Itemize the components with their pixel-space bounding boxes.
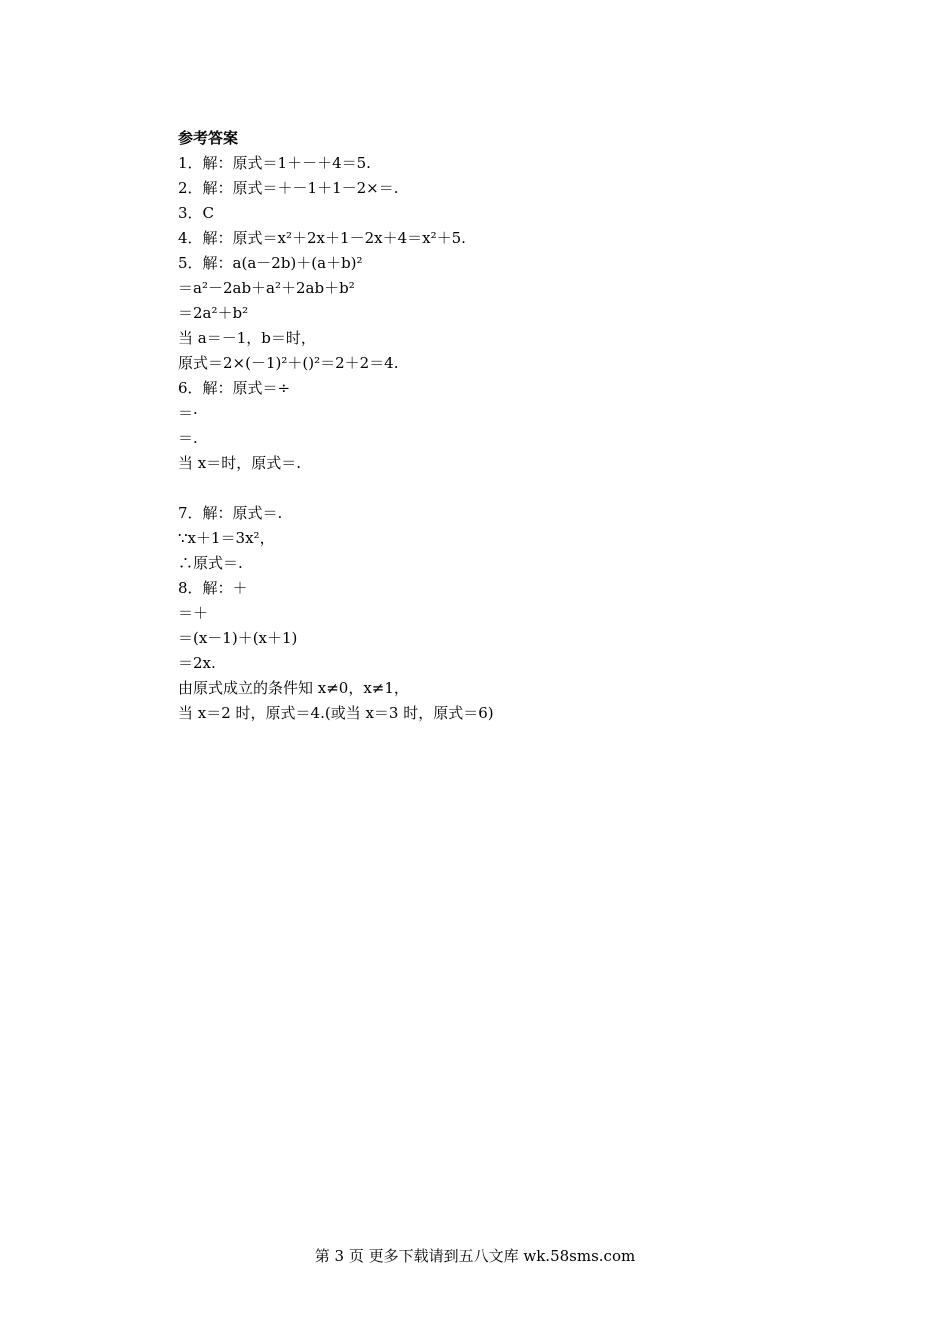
answer-line-1: 1．解：原式＝1＋－＋4＝5.: [178, 154, 371, 172]
answer-line-6-result: 当 x＝时，原式＝.: [178, 454, 301, 472]
answer-line-7-because: ∵x＋1＝3x²，: [178, 529, 275, 547]
answer-line-5-result: 原式＝2×(－1)²＋()²＝2＋2＝4.: [178, 354, 399, 372]
answer-line-6-step-2: ＝.: [178, 429, 198, 447]
answer-line-6: 6．解：原式＝÷: [178, 379, 291, 397]
answer-line-5-condition: 当 a＝－1，b＝时，: [178, 329, 316, 347]
answer-line-3: 3．C: [178, 204, 215, 222]
section-heading: 参考答案: [178, 129, 239, 147]
page-footer: 第 3 页 更多下载请到五八文库 wk.58sms.com: [314, 1247, 636, 1265]
answer-line-8-step-2: ＝(x－1)＋(x＋1): [178, 629, 298, 647]
answer-line-2: 2．解：原式＝＋－1＋1－2×＝.: [178, 179, 399, 197]
answer-line-6-step-1: ＝·: [178, 404, 198, 422]
answer-line-8: 8．解：＋: [178, 579, 248, 597]
answer-line-8-condition: 由原式成立的条件知 x≠0，x≠1，: [178, 679, 409, 697]
blank-line: [178, 476, 778, 501]
answer-line-8-step-1: ＝＋: [178, 604, 209, 622]
answer-line-5-step-2: ＝2a²＋b²: [178, 304, 249, 322]
answer-line-5-step-1: ＝a²－2ab＋a²＋2ab＋b²: [178, 279, 355, 297]
answer-line-8-step-3: ＝2x.: [178, 654, 216, 672]
answer-line-5: 5．解：a(a－2b)＋(a＋b)²: [178, 254, 363, 272]
answer-section: [178, 126, 778, 726]
answer-line-4: 4．解：原式＝x²＋2x＋1－2x＋4＝x²＋5.: [178, 229, 466, 247]
answer-line-7: 7．解：原式＝.: [178, 504, 283, 522]
answer-line-7-therefore: ∴原式＝.: [178, 554, 243, 572]
answer-line-8-result: 当 x＝2 时，原式＝4.(或当 x＝3 时，原式＝6): [178, 704, 494, 722]
